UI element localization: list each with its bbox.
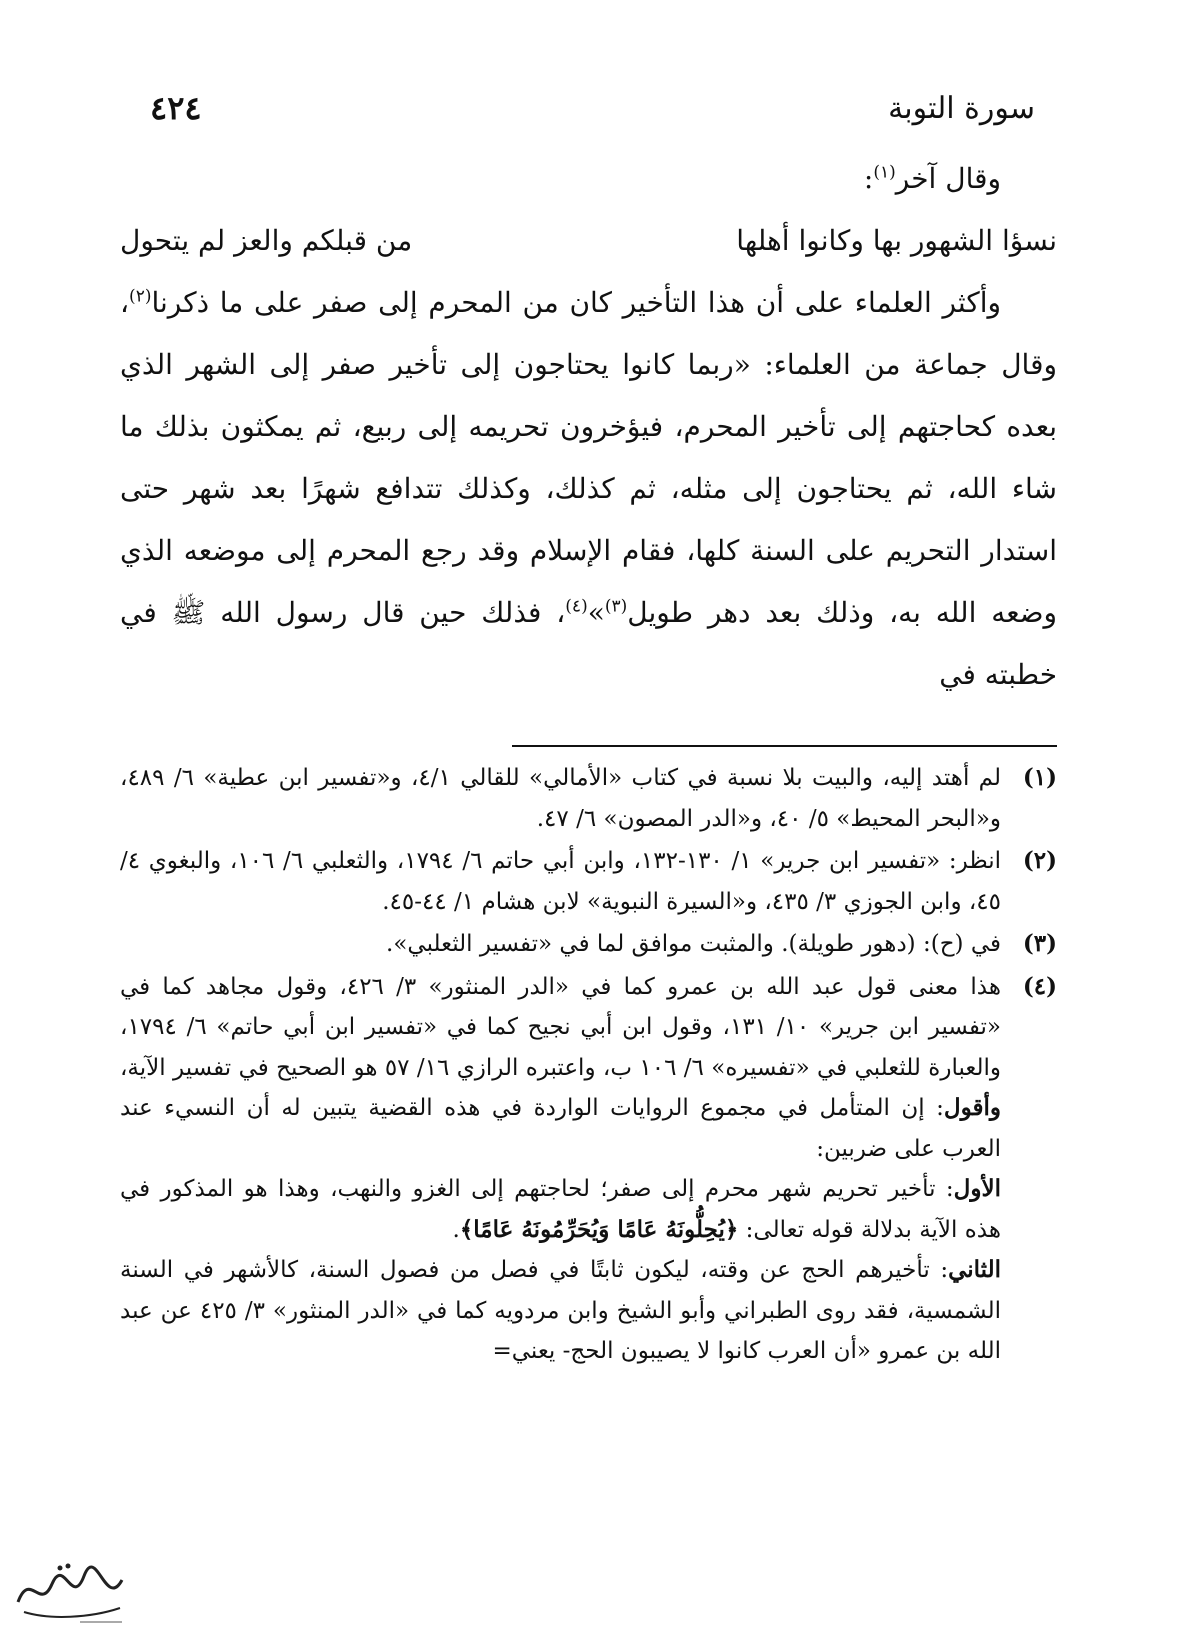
footnote-text: لم أهتد إليه، والبيت بلا نسبة في كتاب «الأمالي» للقالي ٤/١، و«تفسير ابن عطية» ٦/ ٤٨٩، و«البحر المحيط» ٥/ ٤٠، و«الدر المصون» ٦/ ٤٧.: [120, 765, 1002, 832]
footnote-number: (٢): [1022, 847, 1057, 874]
page-number: ٤٢٤: [150, 89, 202, 127]
first-kind-end: .: [452, 1216, 460, 1243]
footnotes: [120, 758, 1057, 1374]
footnote-number: (٤): [1022, 972, 1057, 1000]
footnote-ref-3: (٣): [604, 596, 628, 617]
footnote-ref-4: (٤): [565, 596, 588, 617]
paragraph-part-a: وأكثر العلماء على أن هذا التأخير كان من المحرم إلى صفر على ما ذكرنا: [151, 286, 1001, 319]
footnote-4-bold-lead: وأقول: [943, 1094, 1001, 1121]
closing-quote: »: [587, 596, 605, 629]
library-watermark-logo: [10, 1550, 130, 1630]
paragraph-part-c: ، فذلك حين قال رسول الله ﷺ في خطبته في: [120, 596, 1057, 691]
footnote-number: (١): [1022, 764, 1057, 791]
intro-text: وقال آخر: [895, 162, 1001, 195]
page-header: [150, 78, 1035, 138]
footnote-4-first-kind: [120, 1169, 1001, 1250]
verse-second-hemistich: من قبلكم والعز لم يتحول: [120, 224, 413, 257]
poetry-verse: [120, 210, 1057, 272]
footnote-number: (٣): [1022, 930, 1057, 957]
intro-line: [120, 148, 1057, 210]
intro-colon: :: [863, 162, 874, 195]
quran-quote: ﴿يُحِلُّونَهُ عَامًا وَيُحَرِّمُونَهُ عَامًا﴾: [459, 1215, 739, 1243]
footnote-ref-1: (١): [873, 162, 896, 183]
first-kind-text: : تأخير تحريم شهر محرم إلى صفر؛ لحاجتهم إلى الغزو والنهب، وهذا هو المذكور في هذه الآية بدلالة قوله تعالى:: [120, 1176, 1001, 1243]
footnote-text: في (ح): (دهور طويلة). والمثبت موافق لما في «تفسير الثعلبي».: [386, 931, 1001, 957]
footnote-4-text: هذا معنى قول عبد الله بن عمرو كما في «الدر المنثور» ٣/ ٤٢٦، وقول مجاهد كما في «تفسير ابن جرير» ١٠/ ١٣١، وقول ابن أبي نجيح كما في «تفسير ابن أبي حاتم» ٦/ ١٧٩٤، والعبارة للثعلبي في «تفسيره» ٦/ ١٠٦ ب، واعتبره الرازي ١٦/ ٥٧ هو الصحيح في تفسير الآية،: [120, 973, 1002, 1081]
footnote-3: [120, 924, 1057, 965]
paragraph-part-b: ، وقال جماعة من العلماء: «ربما كانوا يحتاجون إلى تأخير صفر إلى الشهر الذي بعده كحاجتهم إلى تأخير المحرم، فيؤخرون تحريمه إلى ربيع، ثم يمكثون بذلك ما شاء الله، ثم يحتاجون إلى مثله، ثم كذلك، وكذلك تتدافع شهرًا بعد شهر حتى استدار التحريم على السنة كلها، فقام الإسلام وقد رجع المحرم إلى موضعه الذي وضعه الله به، وذلك بعد دهر طويل: [120, 286, 1058, 629]
main-text: [120, 148, 1057, 706]
footnote-1: [120, 758, 1057, 839]
footnote-4-text-2: : إن المتأمل في مجموع الروايات الواردة في هذه القضية يتبين له أن النسيء عند العرب على ضربين:: [120, 1095, 1001, 1162]
footnote-4: [120, 967, 1057, 1372]
footnote-text: انظر: «تفسير ابن جرير» ١/ ١٣٠-١٣٢، وابن أبي حاتم ٦/ ١٧٩٤، والثعلبي ٦/ ١٠٦، والبغوي ٤/ ٤٥، وابن الجوزي ٣/ ٤٣٥، و«السيرة النبوية» لابن هشام ١/ ٤٤-٤٥.: [120, 848, 1002, 915]
main-paragraph: [120, 272, 1057, 706]
first-kind-label: الأول: [953, 1175, 1001, 1202]
footnote-ref-2: (٢): [129, 286, 152, 307]
footnote-2: [120, 841, 1057, 922]
verse-first-hemistich: نسؤا الشهور بها وكانوا أهلها: [736, 224, 1057, 257]
second-kind-text: : تأخيرهم الحج عن وقته، ليكون ثابتًا في فصل من فصول السنة، كالأشهر في السنة الشمسية، فقد روى الطبراني وأبو الشيخ وابن مردويه كما في «الدر المنثور» ٣/ ٤٢٥ عن عبد الله بن عمرو «أن العرب كانوا لا يصيبون الحج- يعني=: [120, 1257, 1002, 1364]
footnote-divider: [512, 745, 1057, 747]
footnote-text: [120, 967, 1001, 1170]
second-kind-label: الثاني: [948, 1256, 1001, 1283]
surah-title: سورة التوبة: [888, 90, 1035, 126]
footnote-4-second-kind: [120, 1250, 1001, 1372]
